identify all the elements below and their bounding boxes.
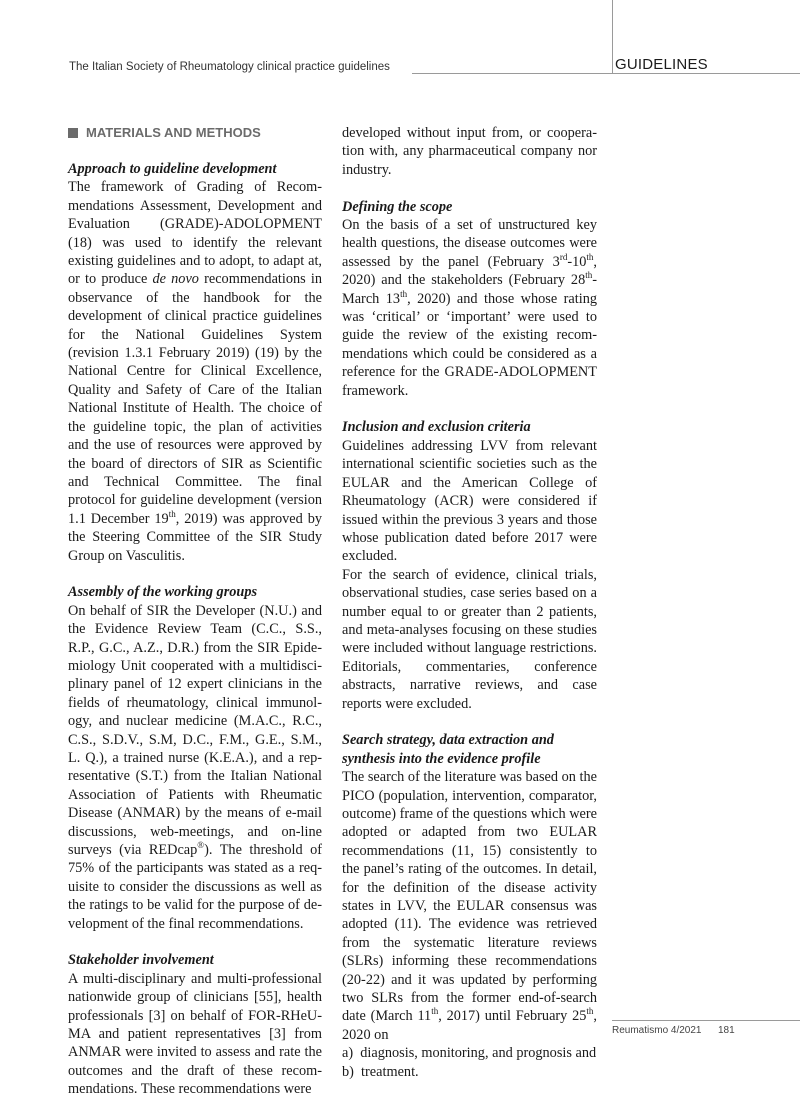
search-heading: Search strategy, data extraction and synthesis into the evidence profile (342, 732, 554, 767)
right-column (342, 124, 597, 1081)
list-item: a) diagnosis, monitoring, and prognosis and (342, 1045, 597, 1062)
page-number: 181 (718, 1025, 735, 1036)
inclusion-paragraph-1: Guidelines addressing LVV from relevant international scientific societies such as the EULAR and the American College of Rheumatology (ACR) were considered if issued within the previous 3 years and those whose publication dated before 2017 were excluded. (342, 437, 597, 565)
scope-paragraph: On the basis of a set of unstructured key health questions, the disease outcomes were assessed by the panel (February 3rd-10th, 2020) and the stakeholders (February 28th-March 13th, 2020) and those whose rating was ‘critical’ or ‘important’ were used to guide the review of the existing recommendations which could be considered as a reference for the GRADE-ADOLOPMENT framework. (342, 217, 598, 399)
approach-heading: Approach to guideline development (68, 161, 277, 177)
continuation-paragraph: developed without input from, or cooperation with, any pharmaceutical company nor industry. (342, 125, 597, 178)
header-divider (612, 0, 613, 74)
assembly-heading: Assembly of the working groups (68, 584, 258, 601)
search-topic-list (342, 1044, 597, 1081)
inclusion-paragraph-2: For the search of evidence, clinical trials, observational studies, case series based on a number equal to or greater than 2 patients, and meta-analyses focusing on these studies were included without language restrictions. Editorials, commentaries, conference abstracts, narrative reviews, and case reports were excluded. (342, 566, 597, 712)
section-heading (68, 124, 322, 142)
section-heading-text: MATERIALS AND METHODS (86, 125, 261, 140)
stakeholder-paragraph: A multi-disciplinary and multi-professional nationwide group of clinicians [55], health professionals [3] on behalf of FOR-RHeUMA and patient representatives [3] from ANMAR were invited to assess and rate the outcomes and the draft of these recommendations. These recommendations were (68, 970, 322, 1098)
inclusion-heading: Inclusion and exclusion criteria (342, 419, 531, 436)
left-column (68, 124, 322, 1099)
journal-citation: Reumatismo 4/2021 (612, 1025, 702, 1036)
square-bullet-icon (68, 128, 78, 138)
stakeholder-heading: Stakeholder involvement (68, 952, 214, 969)
scope-heading: Defining the scope (342, 198, 453, 215)
footer-rule (612, 1020, 800, 1021)
running-title: The Italian Society of Rheumatology clinical practice guidelines (69, 61, 390, 73)
list-item: b) treatment. (342, 1063, 419, 1080)
search-paragraph: The search of the literature was based on the PICO (population, intervention, comparator, outcome) frame of the questions which were adopted or adapted from two EULAR recommendations (11, 15) consistently to the panel’s rating of the outcomes. In detail, for the definition of the disease activity states in LVV, the EULAR consensus was adopted (11). The evidence was retrieved from the systematic literature reviews (SLRs) informing these recommendations (20-22) and it was updated by performing two SLRs from the former end-of-search date (March 11th, 2017) until February 25th, 2020 on (342, 769, 597, 1043)
header-rule (412, 73, 800, 74)
section-tag: GUIDELINES (615, 56, 708, 73)
approach-paragraph: The framework of Grading of Recommendations Assessment, Development and Evaluation (GRADE)-ADOLOPMENT (18) was used to identify the relevant existing guidelines and to adopt, to adapt at, or to produce de novo recommendations in observance of the handbook for the development of clinical practice guidelines for the National Guidelines System (revision 1.3.1 February 2019) (19) by the National Centre for Clinical Excellence, Quality and Safety of Care of the Italian National Institute of Health. The choice of the guideline topic, the plan of activities and the use of resources were approved by the board of directors of SIR as Scientific and Technical Committee. The final protocol for guideline development (version 1.1 December 19th, 2019) was approved by the Steering Committee of the SIR Study Group on Vasculitis. (68, 179, 322, 564)
assembly-paragraph: On behalf of SIR the Developer (N.U.) and the Evidence Review Team (C.C., S.S., R.P., G.C., A.Z., D.R.) from the SIR Epidemiology Unit cooperated with a multidisciplinary panel of 12 expert clinicians in the fields of rheumatology, clinical immunology, and nuclear medicine (M.A.C., R.C., C.S., S.D.V., S.M, D.C., F.M., G.E., S.M., L. Q.), a trained nurse (K.E.A.), and a representative (S.T.) from the Italian National Association of Patients with Rheumatic Disease (ANMAR) by the means of e-mail discussions, web-meetings, and on-line surveys (via REDcap®). The threshold of 75% of the participants was stated as a requisite to consider the discussions as well as the ratings to be valid for the purpose of development of the final recommendations. (68, 602, 322, 932)
